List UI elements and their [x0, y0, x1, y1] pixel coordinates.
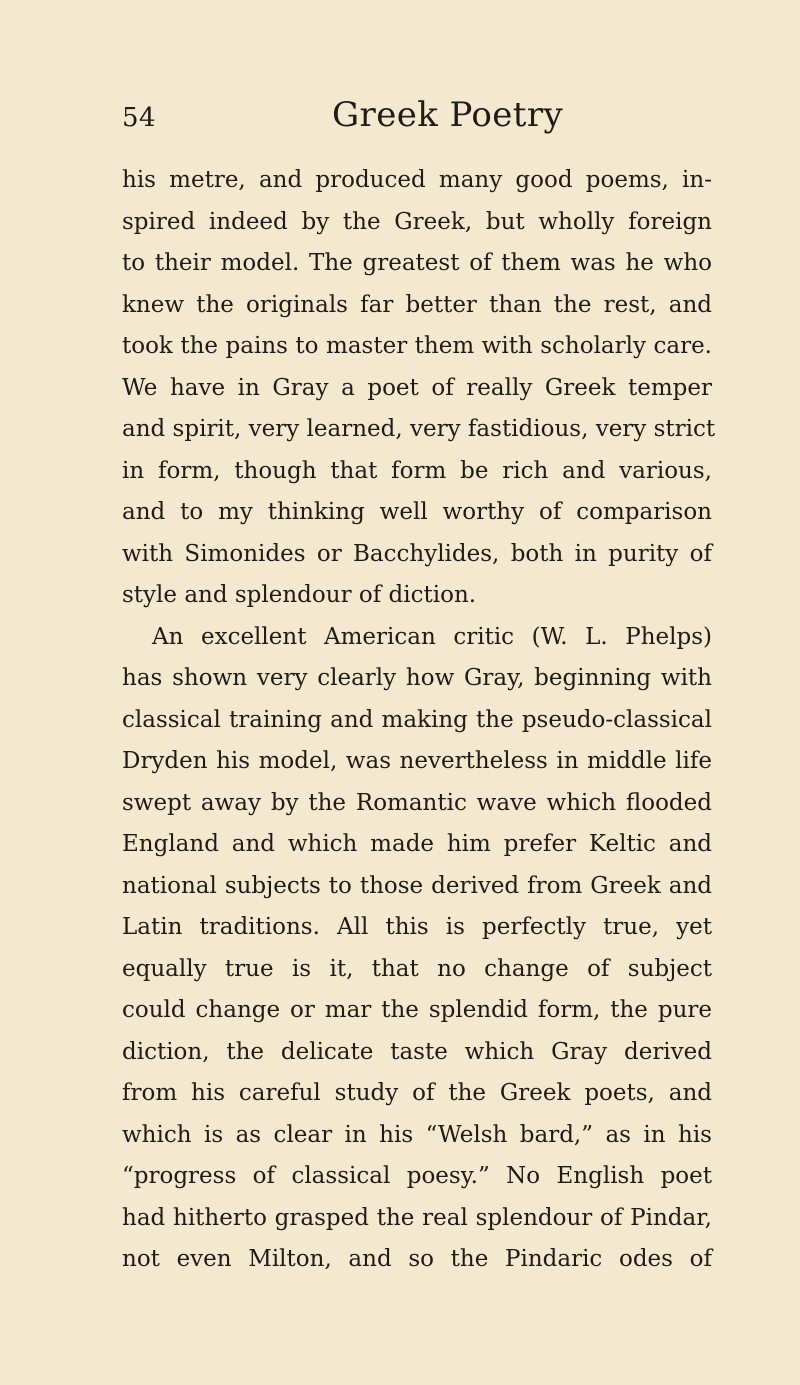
text-line: to their model. The greatest of them was he who — [122, 250, 712, 276]
text-line: could change or mar the splendid form, the pure — [122, 997, 712, 1023]
running-title: Greek Poetry — [332, 95, 564, 135]
text-line: We have in Gray a poet of really Greek temper — [122, 374, 712, 401]
running-head — [122, 95, 712, 145]
text-line: Latin traditions. All this is perfectly true, yet — [122, 914, 712, 940]
text-line: knew the originals far better than the rest, and — [122, 291, 712, 318]
text-line: his metre, and produced many good poems, in- — [122, 167, 712, 193]
page-number: 54 — [122, 103, 157, 133]
text-line: has shown very clearly how Gray, beginning with — [122, 665, 712, 691]
text-line: equally true is it, that no change of subject — [122, 955, 712, 982]
text-line: classical training and making the pseudo-classical — [122, 706, 712, 733]
text-line: An excellent American critic (W. L. Phelps) — [152, 623, 712, 650]
text-line: England and which made him prefer Keltic and — [122, 831, 712, 857]
text-line: Dryden his model, was nevertheless in middle life — [122, 748, 712, 774]
text-line: in form, though that form be rich and various, — [122, 457, 712, 484]
text-line: took the pains to master them with scholarly care. — [122, 333, 712, 359]
text-line: swept away by the Romantic wave which flooded — [122, 789, 712, 816]
text-line: “progress of classical poesy.” No English poet — [122, 1163, 712, 1189]
text-line: and spirit, very learned, very fastidious, very strict — [122, 416, 716, 442]
body-text — [122, 160, 716, 1281]
text-line: not even Milton, and so the Pindaric odes of — [122, 1246, 712, 1272]
text-line: with Simonides or Bacchylides, both in purity of — [122, 540, 712, 567]
text-line: spired indeed by the Greek, but wholly foreign — [122, 208, 712, 235]
text-line: which is as clear in his “Welsh bard,” as in his — [122, 1121, 712, 1148]
text-line: style and splendour of diction. — [122, 582, 477, 608]
text-line: from his careful study of the Greek poets, and — [122, 1080, 712, 1106]
text-line: had hitherto grasped the real splendour of Pindar, — [122, 1204, 712, 1231]
text-line: national subjects to those derived from Greek and — [122, 872, 712, 899]
text-line: and to my thinking well worthy of comparison — [122, 499, 712, 525]
text-line: diction, the delicate taste which Gray derived — [122, 1038, 712, 1065]
